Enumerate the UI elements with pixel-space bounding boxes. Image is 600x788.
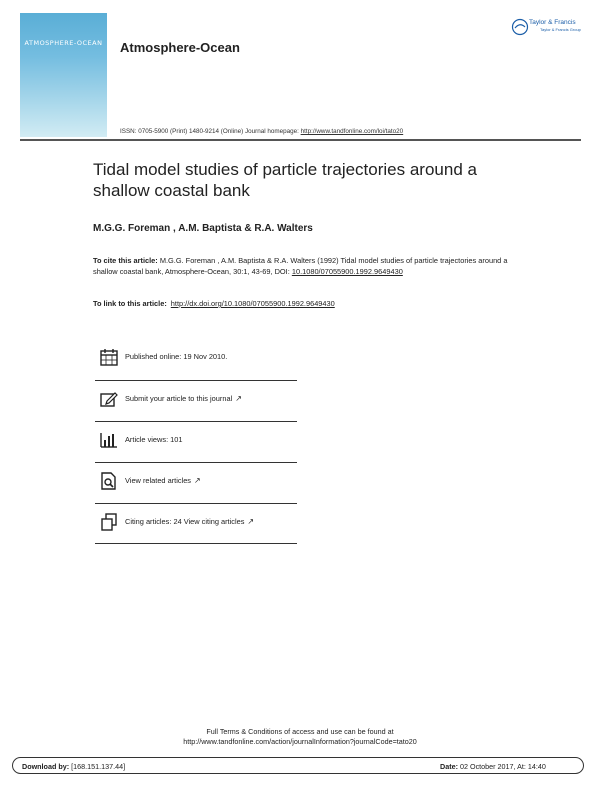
- article-title: Tidal model studies of particle trajectories around a shallow coastal bank: [93, 160, 477, 200]
- related-articles-label: View related articles: [125, 476, 191, 485]
- download-ip: [168.151.137.44]: [71, 762, 126, 771]
- journal-homepage-link[interactable]: http://www.tandfonline.com/loi/tato20: [300, 128, 404, 135]
- citation-block: [93, 256, 508, 277]
- related-articles-link[interactable]: [125, 476, 201, 485]
- article-link-row: [93, 299, 335, 308]
- submit-article-link[interactable]: [125, 394, 242, 403]
- download-label: Download by:: [22, 762, 70, 771]
- article-views-row: [95, 421, 297, 462]
- submit-article-label: Submit your article to this journal: [125, 394, 233, 403]
- terms-line-1: Full Terms & Conditions of access and use can be found at: [206, 727, 394, 736]
- download-date: [440, 762, 546, 771]
- external-link-icon: ↗: [194, 476, 201, 485]
- citing-articles-link[interactable]: [125, 517, 254, 526]
- bar-chart-icon: [100, 431, 118, 449]
- external-link-icon: ↗: [247, 517, 255, 526]
- divider: [95, 543, 297, 544]
- related-articles-row[interactable]: [95, 462, 297, 503]
- search-document-icon: [100, 472, 118, 490]
- citation-label: To cite this article:: [93, 256, 158, 265]
- calendar-icon: [100, 348, 118, 366]
- date-label: Date:: [440, 762, 458, 771]
- article-link-label: To link to this article:: [93, 299, 167, 308]
- citing-documents-icon: [100, 513, 118, 531]
- published-online-text: Published online: 19 Nov 2010.: [125, 352, 228, 361]
- issn-line: [120, 128, 403, 135]
- download-by: [22, 762, 125, 771]
- journal-cover-image: [20, 13, 107, 137]
- citing-articles-row[interactable]: [95, 503, 297, 544]
- publisher-logo-subtext: Taylor & Francis Group: [540, 27, 581, 32]
- cover-title: ATMOSPHERE-OCEAN: [24, 39, 103, 47]
- article-views-text: Article views: 101: [125, 435, 183, 444]
- date-value: 02 October 2017, At: 14:40: [459, 762, 546, 771]
- citation-doi-link[interactable]: 10.1080/07055900.1992.9649430: [291, 266, 403, 276]
- article-link-url[interactable]: http://dx.doi.org/10.1080/07055900.1992.9649430: [170, 299, 335, 308]
- publisher-logo-text: Taylor & Francis: [529, 19, 576, 26]
- submit-article-row[interactable]: [95, 380, 297, 421]
- edit-document-icon: [100, 390, 118, 408]
- external-link-icon: ↗: [235, 394, 242, 403]
- header-divider: [20, 139, 581, 141]
- published-online-row: [95, 338, 297, 379]
- citing-articles-label: Citing articles: 24 View citing articles: [125, 517, 245, 526]
- journal-name: Atmosphere-Ocean: [120, 40, 240, 55]
- terms-line-2-link[interactable]: http://www.tandfonline.com/action/journalInformation?journalCode=tato20: [183, 737, 417, 746]
- issn-text: ISSN: 0705-5900 (Print) 1480-9214 (Online) Journal homepage:: [120, 128, 301, 135]
- article-authors: M.G.G. Foreman , A.M. Baptista & R.A. Walters: [93, 223, 313, 234]
- citation-text: M.G.G. Foreman , A.M. Baptista & R.A. Walters (1992) Tidal model studies of particle trajectories around a shallow coastal bank, Atmosphere-Ocean, 30:1, 43-69, DOI:: [93, 256, 508, 276]
